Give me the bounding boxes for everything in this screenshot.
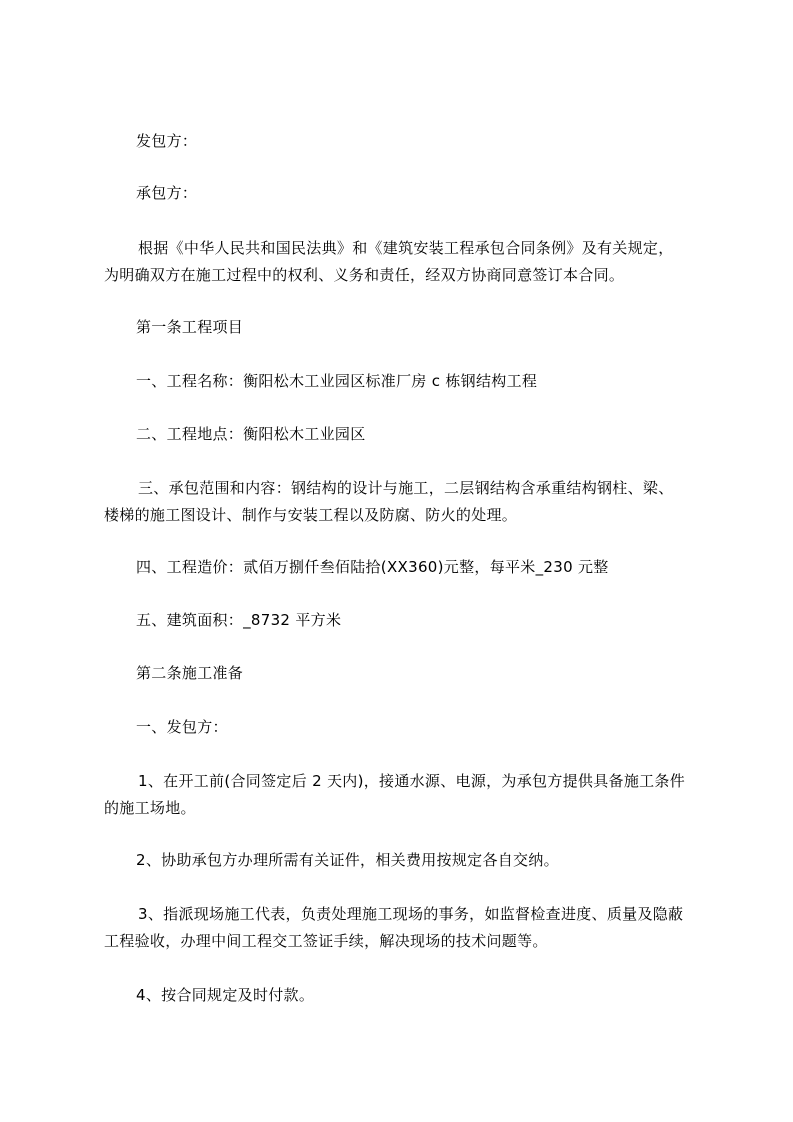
clause-4: 4、按合同规定及时付款。	[136, 986, 315, 1004]
article-2-title: 第二条施工准备	[136, 664, 244, 682]
intro-line-1: 根据《中华人民共和国民法典》和《建筑安装工程承包合同条例》及有关规定，	[138, 239, 674, 257]
intro-line-2: 为明确双方在施工过程中的权利、义务和责任，经双方协商同意签订本合同。	[104, 266, 625, 284]
article-1-item-1: 一、工程名称：衡阳松木工业园区标准厂房 c 栋钢结构工程	[136, 372, 538, 390]
clause-3-line-2: 工程验收，办理中间工程交工签证手续，解决现场的技术问题等。	[104, 932, 548, 950]
clause-2: 2、协助承包方办理所需有关证件，相关费用按规定各自交纳。	[136, 851, 559, 869]
article-1-title: 第一条工程项目	[136, 318, 244, 336]
party-a-label: 发包方：	[136, 132, 198, 150]
party-b-label: 承包方：	[136, 184, 198, 202]
article-2-subtitle: 一、发包方：	[136, 718, 228, 736]
article-1-item-4: 四、工程造价：贰佰万捌仟叁佰陆拾(XX360)元整，每平米_230 元整	[136, 558, 609, 576]
clause-1-line-1: 1、在开工前(合同签定后 2 天内)，接通水源、电源，为承包方提供具备施工条件	[138, 772, 686, 790]
clause-3-line-1: 3、指派现场施工代表，负责处理施工现场的事务，如监督检查进度、质量及隐蔽	[138, 905, 684, 923]
article-1-item-5: 五、建筑面积：_8732 平方米	[136, 611, 342, 629]
article-1-item-2: 二、工程地点：衡阳松木工业园区	[136, 425, 366, 443]
clause-1-line-2: 的施工场地。	[104, 799, 196, 817]
article-1-item-3-line-1: 三、承包范围和内容：钢结构的设计与施工，二层钢结构含承重结构钢柱、梁、	[138, 479, 674, 497]
article-1-item-3-line-2: 楼梯的施工图设计、制作与安装工程以及防腐、防火的处理。	[104, 506, 518, 524]
